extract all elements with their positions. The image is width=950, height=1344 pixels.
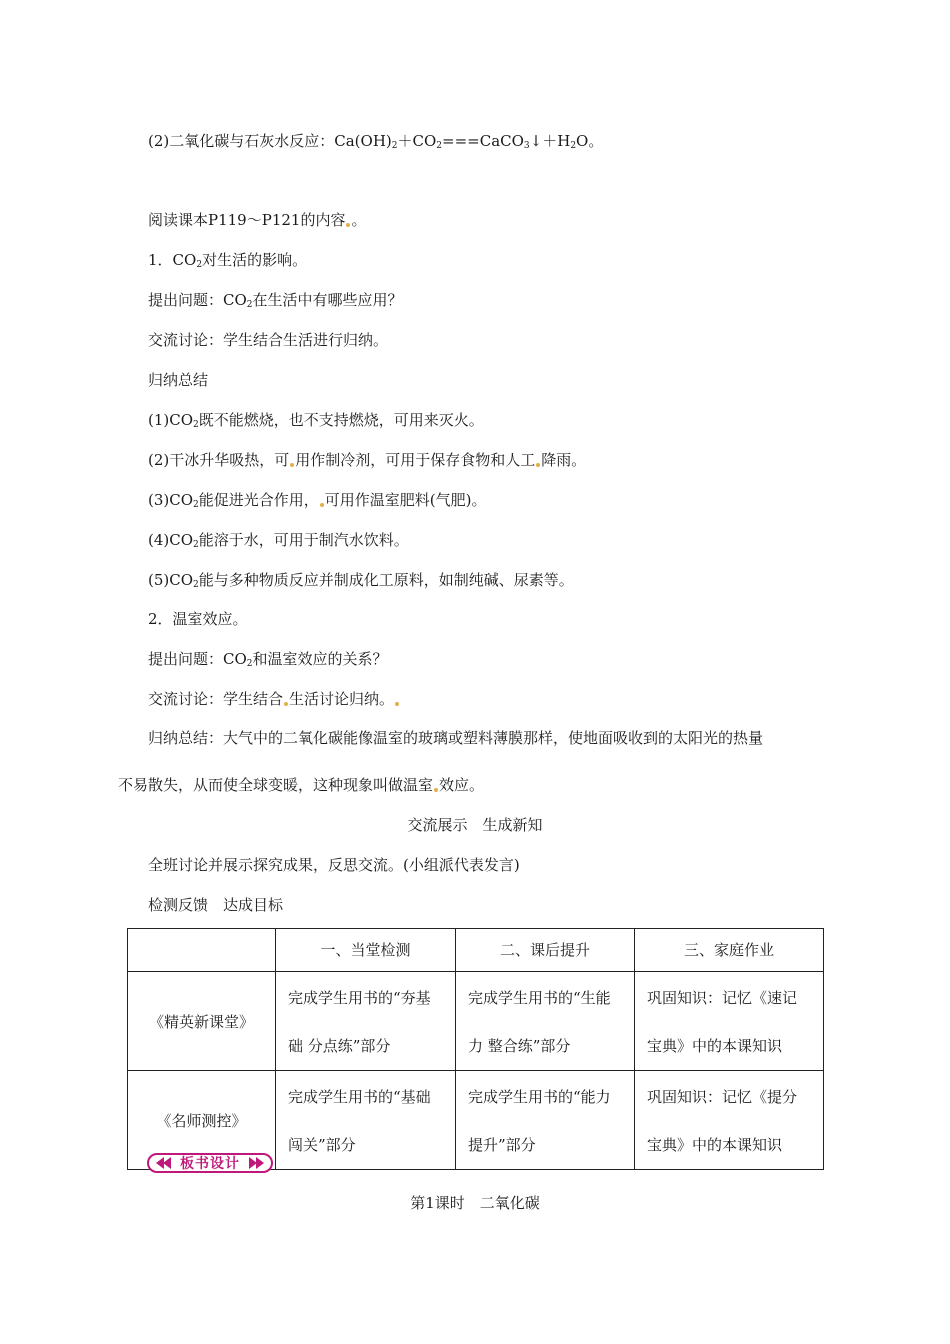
table-cell: 完成学生用书的“基础闯关”部分: [276, 1071, 456, 1170]
section2-summary-line1: 归纳总结：大气中的二氧化碳能像温室的玻璃或塑料薄膜那样，使地面吸收到的太阳光的热量: [148, 729, 764, 747]
section2-summary-line2: 不易散失，从而使全球变暖，这种现象叫做温室 效应。: [118, 776, 485, 794]
section1-title: 1．$CO_2$对生活的影响。: [148, 251, 308, 270]
table-cell: 巩固知识：记忆《速记宝典》中的本课知识: [635, 972, 824, 1071]
section1-discussion: 交流讨论：学生结合生活进行归纳。: [148, 331, 389, 349]
summary-item-2: (2)干冰升华吸热，可 用作制冷剂，可用于保存食物和人工 降雨。: [148, 451, 587, 469]
table-header-homework: 三、家庭作业: [635, 929, 824, 972]
table-header-after-class: 二、课后提升: [456, 929, 635, 972]
feedback-table: [127, 928, 824, 1170]
board-design-badge: [146, 1152, 274, 1174]
exchange-text: 全班讨论并展示探究成果，反思交流。(小组派代表发言): [148, 856, 520, 874]
section2-title: 2．温室效应。: [148, 610, 248, 628]
table-cell: 完成学生用书的“夯基础 分点练”部分: [276, 972, 456, 1071]
badge-label: 板书设计: [180, 1156, 240, 1172]
feedback-heading: 检测反馈 达成目标: [148, 896, 284, 914]
summary-item-5: $(5)CO_2$能与多种物质反应并制成化工原料，如制纯碱、尿素等。: [148, 571, 574, 590]
section2-question: 提出问题：$CO_2$和温室效应的关系？: [148, 650, 388, 669]
section2-discussion: 交流讨论：学生结合 生活讨论归纳。: [148, 689, 400, 709]
read-instruction: 阅读课本P119～P121的内容 。: [148, 211, 367, 229]
table-cell: 巩固知识：记忆《提分宝典》中的本课知识: [635, 1071, 824, 1170]
summary-item-3: $(3)CO_2$能促进光合作用， 可用作温室肥料(气肥)。: [148, 491, 487, 510]
lesson-title: 第1课时 二氧化碳: [410, 1194, 540, 1212]
table-row-label: 《名师测控》: [128, 1071, 276, 1170]
table-header-empty: [128, 929, 276, 972]
summary-item-1: $(1)CO_2$既不能燃烧，也不支持燃烧，可用来灭火。: [148, 411, 484, 430]
exchange-heading: 交流展示 生成新知: [407, 816, 543, 834]
reaction-line: (2)二氧化碳与石灰水反应：$Ca(OH)_2+CO_2===CaCO_3↓+H_2O$。: [148, 132, 604, 151]
section1-question: 提出问题：$CO_2$在生活中有哪些应用？: [148, 291, 403, 310]
table-header-row: [128, 929, 824, 972]
table-row: [128, 972, 824, 1071]
section1-summary-label: 归纳总结: [148, 371, 209, 389]
table-row-label: 《精英新课堂》: [128, 972, 276, 1071]
summary-item-4: $(4)CO_2$能溶于水，可用于制汽水饮料。: [148, 531, 409, 550]
table-cell: 完成学生用书的“能力提升”部分: [456, 1071, 635, 1170]
table-header-classroom: 一、当堂检测: [276, 929, 456, 972]
table-cell: 完成学生用书的“生能力 整合练”部分: [456, 972, 635, 1071]
